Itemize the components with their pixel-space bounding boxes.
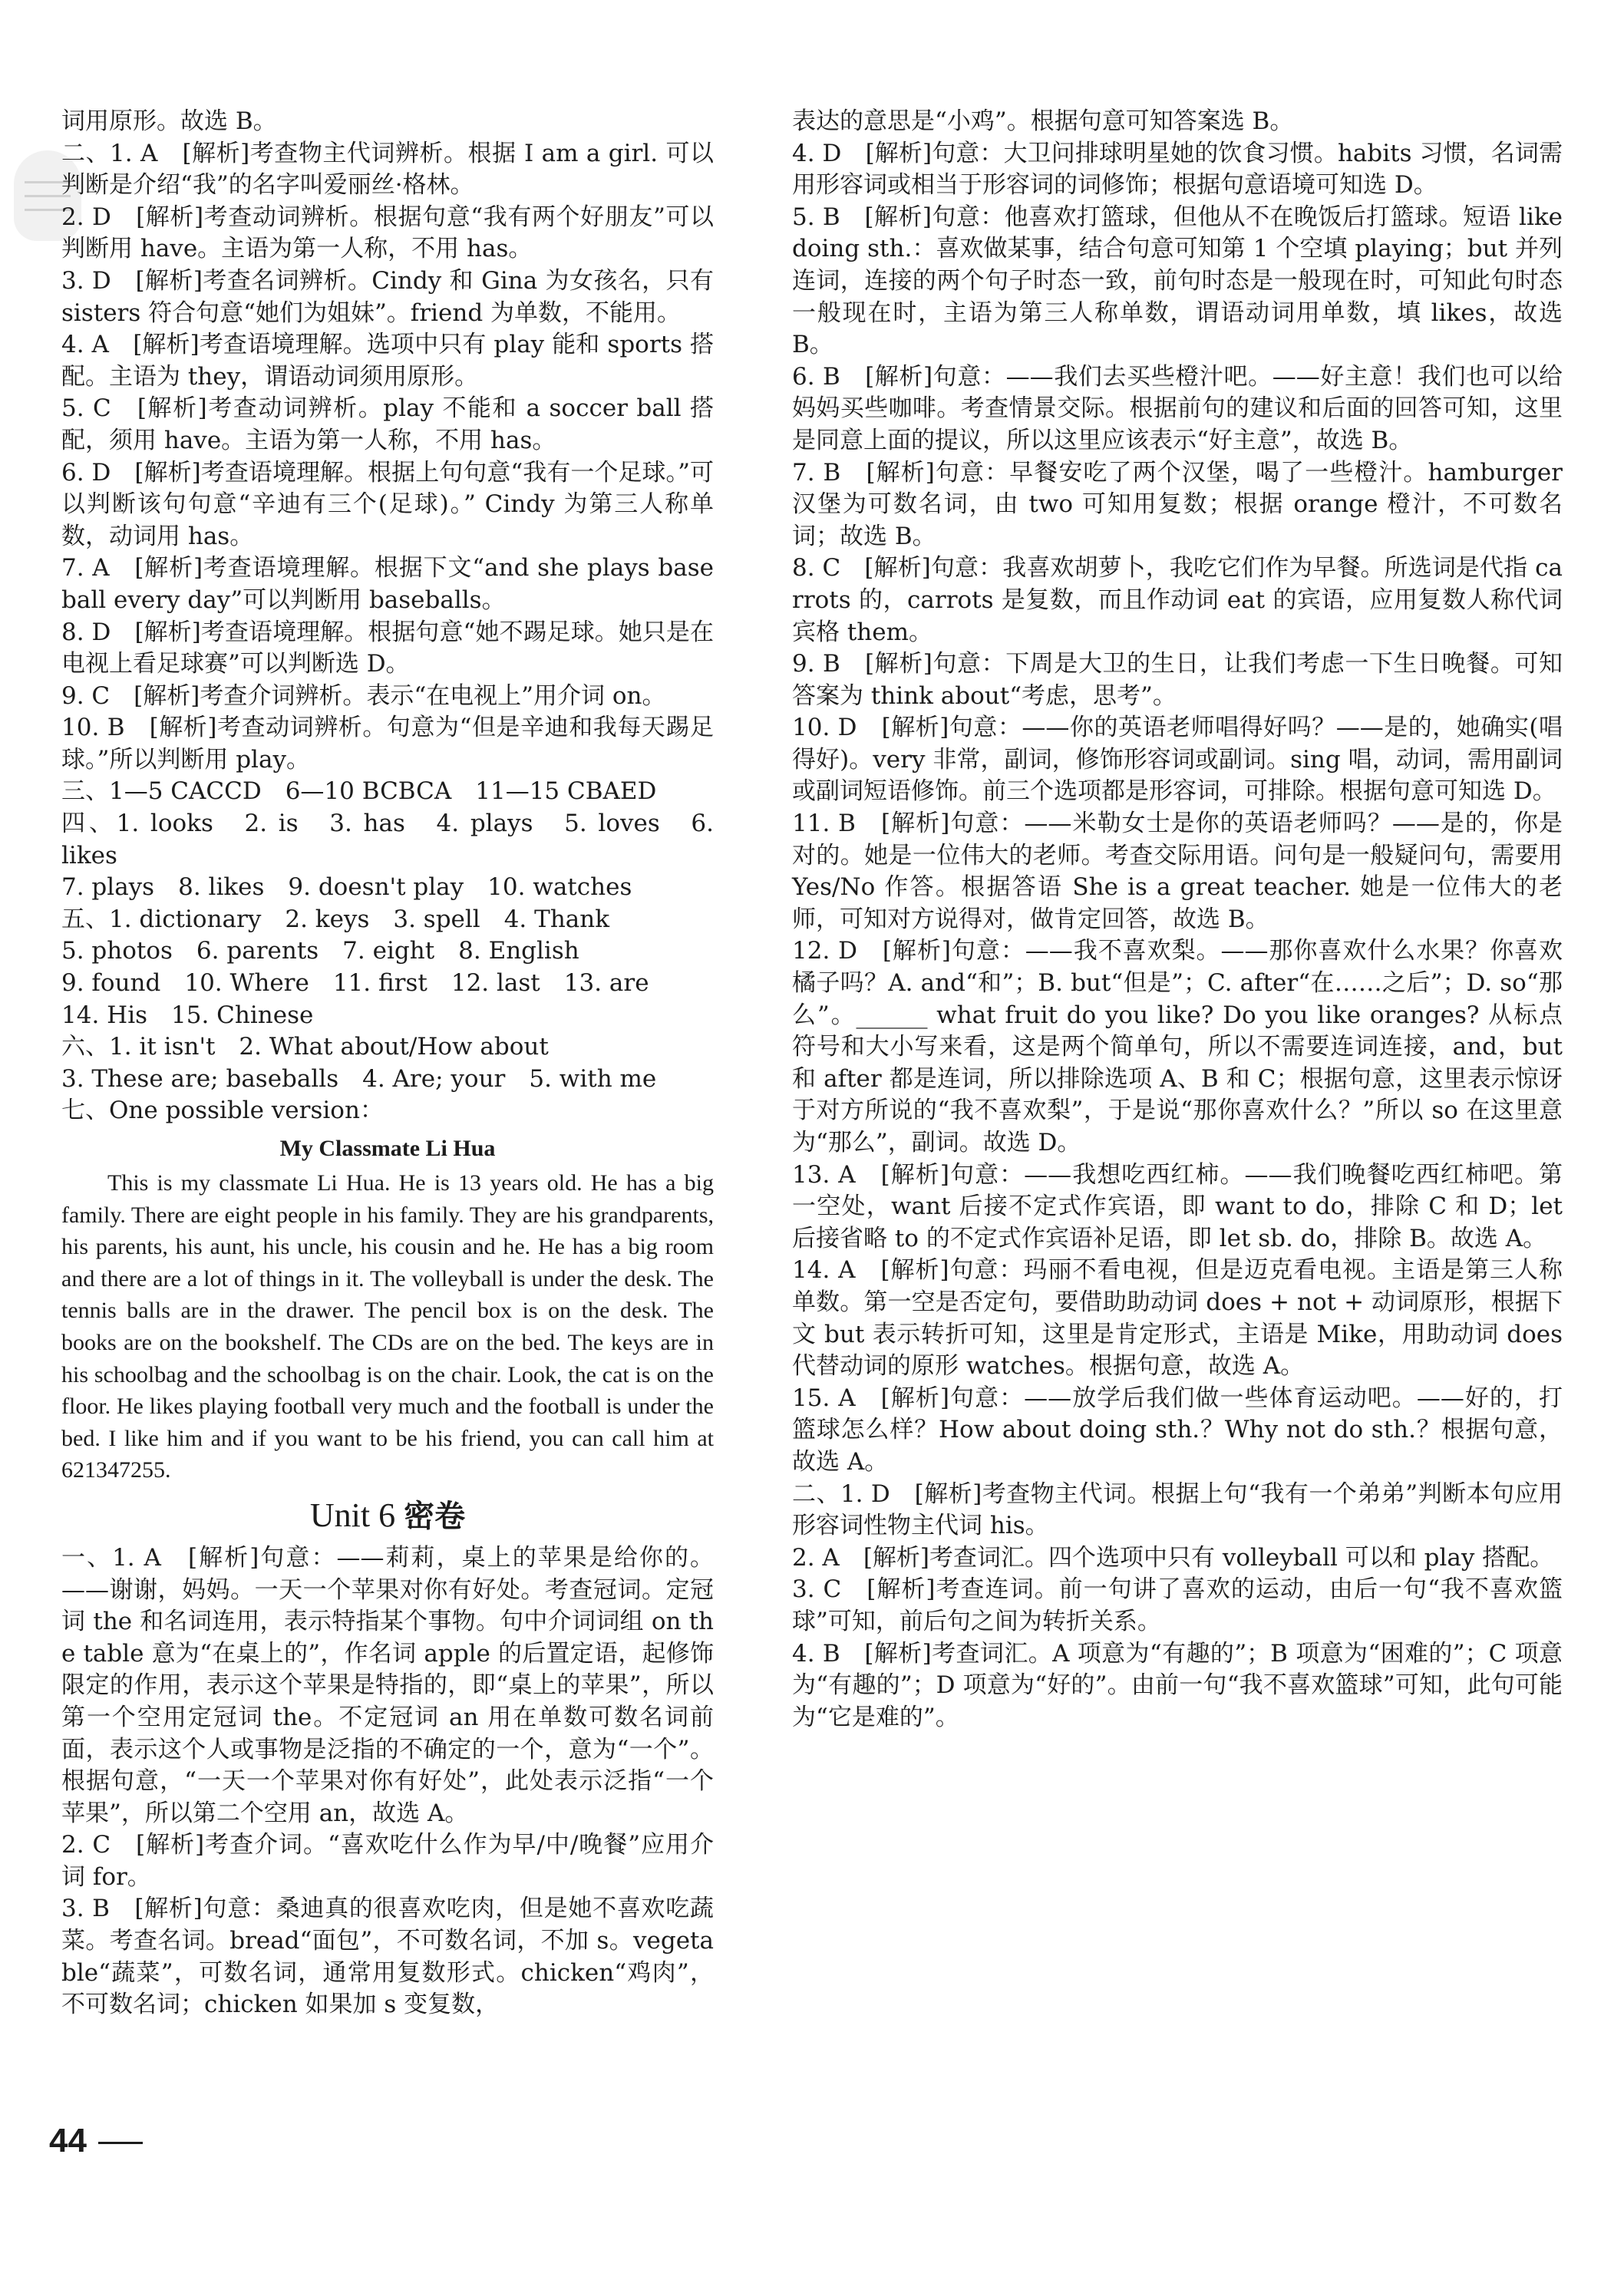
essay-title: My Classmate Li Hua	[279, 1136, 496, 1161]
answer-paragraph: 8. D [解析]考查语境理解。根据句意“她不踢足球。她只是在电视上看足球赛”可以判断选 D。	[61, 618, 714, 678]
answer-paragraph: 4. A [解析]考查语境理解。选项中只有 play 能和 sports 搭配。主语为 they，谓语动词须用原形。	[61, 331, 714, 391]
answer-paragraph: 3. B [解析]句意：桑迪真的很喜欢吃肉，但是她不喜欢吃蔬菜。考查名词。bread“面包”，不可数名词，不加 s。vegetable“蔬菜”，可数名词，通常用复数形式。chicken“鸡肉”，不可数名词；chicken 如果加 s 变复数，	[61, 1895, 714, 2019]
answer-line: 7. plays 8. likes 9. doesn't play 10. watches	[61, 873, 632, 902]
right-column	[792, 106, 1563, 1734]
answer-paragraph: 6. D [解析]考查语境理解。根据上句句意“我有一个足球。”可以判断该句句意“辛迪有三个(足球)。” Cindy 为第三人称单数，动词用 has。	[61, 458, 714, 550]
left-column	[61, 106, 714, 2021]
answer-paragraph: 4. B [解析]考查词汇。A 项意为“有趣的”；B 项意为“困难的”；C 项意为“有趣的”；D 项意为“好的”。由前一句“我不喜欢篮球”可知，此句可能为“它是难的”。	[792, 1639, 1563, 1731]
answer-paragraph: 14. A [解析]句意：玛丽不看电视，但是迈克看电视。主语是第三人称单数。第一空是否定句，要借助助动词 does + not + 动词原形，根据下文 but 表示转折可知，这里是肯定形式，主语是 Mike，用助动词 does 代替动词的原形 watches。根据句意，故选 A。	[792, 1256, 1563, 1381]
answer-paragraph: 二、1. A [解析]考查物主代词辨析。根据 I am a girl. 可以判断是介绍“我”的名字叫爱丽丝·格林。	[61, 139, 714, 200]
answer-paragraph: 9. C [解析]考查介词辨析。表示“在电视上”用介词 on。	[61, 681, 666, 710]
answer-line: 五、1. dictionary 2. keys 3. spell 4. Thank	[61, 905, 610, 933]
answer-paragraph: 10. D [解析]句意：——你的英语老师唱得好吗？——是的，她确实(唱得好)。very 非常，副词，修饰形容词或副词。sing 唱，动词，需用副词或副词短语修饰。前三个选项都是形容词，可排除。根据句意可知选 D。	[792, 714, 1563, 806]
page-number: 44	[49, 2122, 87, 2159]
answer-paragraph: 4. D [解析]句意：大卫问排球明星她的饮食习惯。habits 习惯，名词需用形容词或相当于形容词的词修饰；根据句意语境可知选 D。	[792, 139, 1563, 200]
answer-paragraph: 10. B [解析]考查动词辨析。句意为“但是辛迪和我每天踢足球。”所以判断用 play。	[61, 714, 714, 774]
unit-heading-en: Unit 6	[309, 1496, 396, 1534]
answer-paragraph: 12. D [解析]句意：——我不喜欢梨。——那你喜欢什么水果？你喜欢橘子吗？A. and“和”；B. but“但是”；C. after“在……之后”；D. so“那么”。______ what fruit do you like? Do you like oranges? 从标点符号和大小写来看，这是两个简单句，所以不需要连词连接，and，but 和 after 都是连词，所以排除选项 A、B 和 C；根据句意，这里表示惊讶于对方所说的“我不喜欢梨”，于是说“那你喜欢什么？”所以 so 在这里意为“那么”，副词。故选 D。	[792, 937, 1563, 1156]
answer-paragraph: 3. C [解析]考查连词。前一句讲了喜欢的运动，由后一句“我不喜欢篮球”可知，前后句之间为转折关系。	[792, 1575, 1563, 1635]
answer-paragraph: 5. C [解析]考查动词辨析。play 不能和 a soccer ball 搭配，须用 have。主语为第一人称，不用 has。	[61, 394, 714, 454]
answer-line: 5. photos 6. parents 7. eight 8. English	[61, 937, 579, 965]
answer-paragraph: 5. B [解析]句意：他喜欢打篮球，但他从不在晚饭后打篮球。短语 like doing sth.：喜欢做某事，结合句意可知第 1 个空填 playing；but 并列连词，连接的两个句子时态一致，前句时态是一般现在时，可知此句时态一般现在时，主语为第三人称单数，谓语动词用单数，填 likes，故选 B。	[792, 203, 1563, 359]
answer-line: 四、1. looks 2. is 3. has 4. plays 5. loves 6. likes	[61, 810, 714, 869]
answer-line: 七、One possible version：	[61, 1097, 384, 1125]
answer-paragraph: 7. B [解析]句意：早餐安吃了两个汉堡，喝了一些橙汁。hamburger 汉堡为可数名词，由 two 可知用复数；根据 orange 橙汁，不可数名词；故选 B。	[792, 458, 1563, 550]
essay-text: This is my classmate Li Hua. He is 13 years old. He has a big family. There are eight people in his family. They are his grandparents, his parents, his aunt, his uncle, his cousin and he. He has a big room and there are a lot of things in it. The volleyball is under the desk. The tennis balls are in the drawer. The pencil box is on the desk. The books are on the bookshelf. The CDs are on the bed. The keys are in his schoolbag and the schoolbag is on the chair. Look, the cat is on the floor. He likes playing football very much and the football is under the bed. I like him and if you want to be his friend, you can call him at 621347255.	[61, 1170, 714, 1483]
answer-line: 三、1—5 CACCD 6—10 BCBCA 11—15 CBAED	[61, 777, 657, 806]
answer-paragraph: 词用原形。故选 B。	[61, 107, 277, 135]
answer-paragraph: 8. C [解析]句意：我喜欢胡萝卜，我吃它们作为早餐。所选词是代指 carrots 的，carrots 是复数，而且作动词 eat 的宾语，应用复数人称代词宾格 them。	[792, 554, 1563, 646]
answer-paragraph: 13. A [解析]句意：——我想吃西红柿。——我们晚餐吃西红柿吧。第一空处，want 后接不定式作宾语，即 want to do，排除 C 和 D；let 后接省略 to 的不定式作宾语补足语，即 let sb. do，排除 B。故选 A。	[792, 1160, 1563, 1252]
answer-paragraph: 9. B [解析]句意：下周是大卫的生日，让我们考虑一下生日晚餐。可知答案为 think about“考虑，思考”。	[792, 650, 1563, 710]
answer-paragraph: 二、1. D [解析]考查物主代词。根据上句“我有一个弟弟”判断本句应用形容词性物主代词 his。	[792, 1480, 1563, 1540]
answer-paragraph: 3. D [解析]考查名词辨析。Cindy 和 Gina 为女孩名，只有 sisters 符合句意“她们为姐妹”。friend 为单数，不能用。	[61, 266, 714, 327]
answer-paragraph: 6. B [解析]句意：——我们去买些橙汁吧。——好主意！我们也可以给妈妈买些咖啡。考查情景交际。根据前句的建议和后面的回答可知，这里是同意上面的提议，所以这里应该表示“好主意”，故选 B。	[792, 362, 1563, 454]
answer-paragraph: 7. A [解析]考查语境理解。根据下文“and she plays baseball every day”可以判断用 baseballs。	[61, 554, 714, 614]
answer-line: 六、1. it isn't 2. What about/How about	[61, 1033, 549, 1061]
unit-heading-cn: 密卷	[404, 1498, 466, 1534]
answer-paragraph: 一、1. A [解析]句意：——莉莉，桌上的苹果是给你的。——谢谢，妈妈。一天一个苹果对你有好处。考查冠词。定冠词 the 和名词连用，表示特指某个事物。句中介词词组 on the table 意为“在桌上的”，作名词 apple 的后置定语，起修饰限定的作用，表示这个苹果是特指的，即“桌上的苹果”，所以第一个空用定冠词 the。不定冠词 an 用在单数可数名词前面，表示这个人或事物是泛指的不确定的一个，意为“一个”。根据句意，“一天一个苹果对你有好处”，此处表示泛指“一个苹果”，所以第二个空用 an，故选 A。	[61, 1543, 714, 1827]
answer-paragraph: 2. D [解析]考查动词辨析。根据句意“我有两个好朋友”可以判断用 have。主语为第一人称，不用 has。	[61, 203, 714, 263]
answer-line: 3. These are; baseballs 4. Are; your 5. with me	[61, 1064, 657, 1093]
answer-paragraph: 15. A [解析]句意：——放学后我们做一些体育运动吧。——好的，打篮球怎么样？How about doing sth.？Why not do sth.？根据句意，故选 A。	[792, 1384, 1563, 1476]
unit-heading	[61, 1493, 714, 1539]
answer-paragraph: 2. C [解析]考查介词。“喜欢吃什么作为早/中/晚餐”应用介词 for。	[61, 1831, 714, 1891]
page-number-dash	[98, 2142, 143, 2144]
answer-paragraph: 表达的意思是“小鸡”。根据句意可知答案选 B。	[792, 107, 1294, 135]
answer-paragraph: 11. B [解析]句意：——米勒女士是你的英语老师吗？——是的，你是对的。她是一位伟大的老师。考查交际用语。问句是一般疑问句，需要用 Yes/No 作答。根据答语 She is a great teacher. 她是一位伟大的老师，可知对方说得对，做肯定回答，故选 B。	[792, 810, 1563, 933]
answer-paragraph: 2. A [解析]考查词汇。四个选项中只有 volleyball 可以和 play 搭配。	[792, 1543, 1554, 1572]
answer-line: 14. His 15. Chinese	[61, 1001, 314, 1029]
answer-line: 9. found 10. Where 11. first 12. last 13. are	[61, 969, 649, 998]
